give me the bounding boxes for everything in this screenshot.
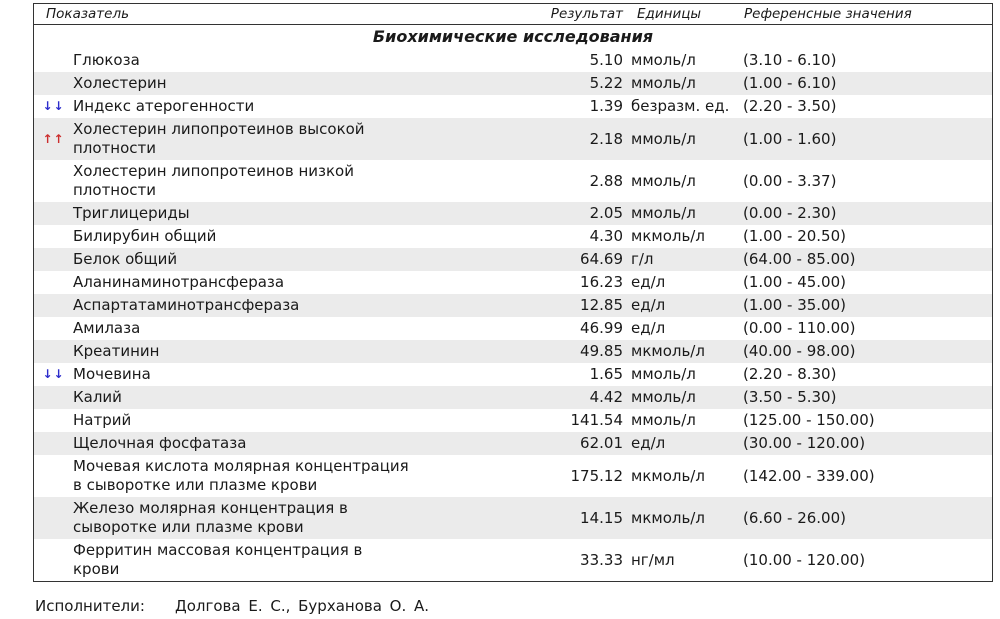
up-arrows-icon: ↑↑ [42,131,65,146]
units-cell: безразм. ед. [631,97,730,115]
reference-cell: (0.00 - 110.00) [743,319,856,337]
indicator-cell [73,296,533,315]
units-cell: мкмоль/л [631,508,705,527]
reference-cell: (64.00 - 85.00) [743,250,856,268]
reference-cell: (2.20 - 8.30) [743,365,837,383]
reference-cell: (6.60 - 26.00) [743,508,846,527]
indicator-cell [73,365,533,384]
units-cell: ммоль/л [631,74,696,92]
indicator-cell [73,499,533,537]
units-cell: нг/мл [631,550,675,569]
rows-container [34,49,992,581]
result-cell: 1.65 [589,365,623,383]
table-row [34,539,992,581]
column-header-result: Результат [550,6,623,22]
reference-cell: (142.00 - 339.00) [743,466,875,485]
indicator-name: Железо молярная концентрация в сыворотке или плазме крови [73,499,348,536]
table-row [34,225,992,248]
table-header-row [34,4,992,25]
table-row [34,49,992,72]
down-arrows-icon: ↓↓ [42,99,65,113]
result-cell: 2.05 [589,204,623,222]
units-cell: ед/л [631,273,666,291]
units-cell: ммоль/л [631,411,696,429]
reference-cell: (0.00 - 2.30) [743,204,837,222]
performers-label: Исполнители: [35,597,145,615]
indicator-cell [73,74,533,93]
result-cell: 4.42 [589,388,623,406]
indicator-name: Ферритин массовая концентрация в крови [73,541,363,578]
reference-cell: (1.00 - 20.50) [743,227,846,245]
reference-cell: (1.00 - 45.00) [743,273,846,291]
indicator-name: Триглицериды [73,204,190,222]
indicator-name: Калий [73,388,122,406]
units-cell: г/л [631,250,654,268]
indicator-cell [73,227,533,246]
indicator-cell [73,411,533,430]
section-title: Биохимические исследования [372,27,654,46]
table-row [34,455,992,497]
indicator-name: Холестерин липопротеинов низкой плотности [73,162,354,199]
column-header-units: Единицы [637,6,702,22]
reference-cell: (40.00 - 98.00) [743,342,856,360]
result-cell: 5.22 [589,74,623,92]
table-row [34,118,992,160]
reference-cell: (1.00 - 35.00) [743,296,846,314]
result-cell: 16.23 [580,273,623,291]
units-cell: ммоль/л [631,365,696,383]
lab-results-table [33,3,993,582]
reference-cell: (1.00 - 6.10) [743,74,837,92]
units-cell: ммоль/л [631,204,696,222]
result-cell: 1.39 [589,97,623,115]
table-row [34,160,992,202]
column-header-reference: Референсные значения [744,6,912,22]
indicator-name: Билирубин общий [73,227,217,245]
indicator-name: Креатинин [73,342,160,360]
units-cell: мкмоль/л [631,342,705,360]
table-row [34,271,992,294]
indicator-name: Белок общий [73,250,178,268]
result-cell: 64.69 [580,250,623,268]
indicator-cell [73,162,533,200]
table-row [34,72,992,95]
indicator-name: Мочевая кислота молярная концентрация в сыворотке или плазме крови [73,457,409,494]
indicator-name: Холестерин [73,74,167,92]
indicator-name: Амилаза [73,319,141,337]
units-cell: ед/л [631,434,666,452]
indicator-name: Щелочная фосфатаза [73,434,247,452]
result-cell: 12.85 [580,296,623,314]
indicator-cell [73,388,533,407]
result-cell: 14.15 [580,508,623,527]
table-row [34,386,992,409]
units-cell: ммоль/л [631,51,696,69]
reference-cell: (30.00 - 120.00) [743,434,866,452]
units-cell: ммоль/л [631,388,696,406]
table-row [34,432,992,455]
column-header-indicator: Показатель [46,6,130,22]
reference-cell: (125.00 - 150.00) [743,411,875,429]
reference-cell: (3.50 - 5.30) [743,388,837,406]
units-cell: ммоль/л [631,171,696,190]
result-cell: 5.10 [589,51,623,69]
table-row [34,248,992,271]
result-cell: 2.18 [589,129,623,148]
result-cell: 175.12 [570,466,623,485]
table-row [34,409,992,432]
reference-cell: (10.00 - 120.00) [743,550,866,569]
indicator-cell [73,457,533,495]
reference-cell: (1.00 - 1.60) [743,129,837,148]
units-cell: ед/л [631,319,666,337]
table-row [34,363,992,386]
reference-cell: (2.20 - 3.50) [743,97,837,115]
table-row [34,95,992,118]
units-cell: ммоль/л [631,129,696,148]
indicator-name: Аспартатаминотрансфераза [73,296,300,314]
table-row [34,340,992,363]
indicator-name: Аланинаминотрансфераза [73,273,285,291]
table-row [34,294,992,317]
down-arrows-icon: ↓↓ [42,367,65,381]
result-cell: 49.85 [580,342,623,360]
indicator-cell [73,342,533,361]
indicator-cell [73,434,533,453]
indicator-cell [73,97,533,116]
table-row [34,497,992,539]
performers-names: Долгова Е. С., Бурханова О. А. [175,597,430,615]
indicator-cell [73,250,533,269]
result-cell: 62.01 [580,434,623,452]
units-cell: мкмоль/л [631,466,705,485]
table-row [34,202,992,225]
units-cell: мкмоль/л [631,227,705,245]
indicator-cell [73,204,533,223]
indicator-cell [73,120,533,158]
reference-cell: (3.10 - 6.10) [743,51,837,69]
indicator-cell [73,51,533,70]
result-cell: 33.33 [580,550,623,569]
indicator-cell [73,273,533,292]
indicator-name: Натрий [73,411,132,429]
result-cell: 141.54 [570,411,623,429]
result-cell: 4.30 [589,227,623,245]
result-cell: 46.99 [580,319,623,337]
result-cell: 2.88 [589,171,623,190]
indicator-name: Индекс атерогенности [73,97,255,115]
indicator-cell [73,319,533,338]
units-cell: ед/л [631,296,666,314]
indicator-cell [73,541,533,579]
performers-line [35,597,429,615]
indicator-name: Глюкоза [73,51,140,69]
table-row [34,317,992,340]
indicator-name: Холестерин липопротеинов высокой плотности [73,120,365,157]
reference-cell: (0.00 - 3.37) [743,171,837,190]
indicator-name: Мочевина [73,365,151,383]
